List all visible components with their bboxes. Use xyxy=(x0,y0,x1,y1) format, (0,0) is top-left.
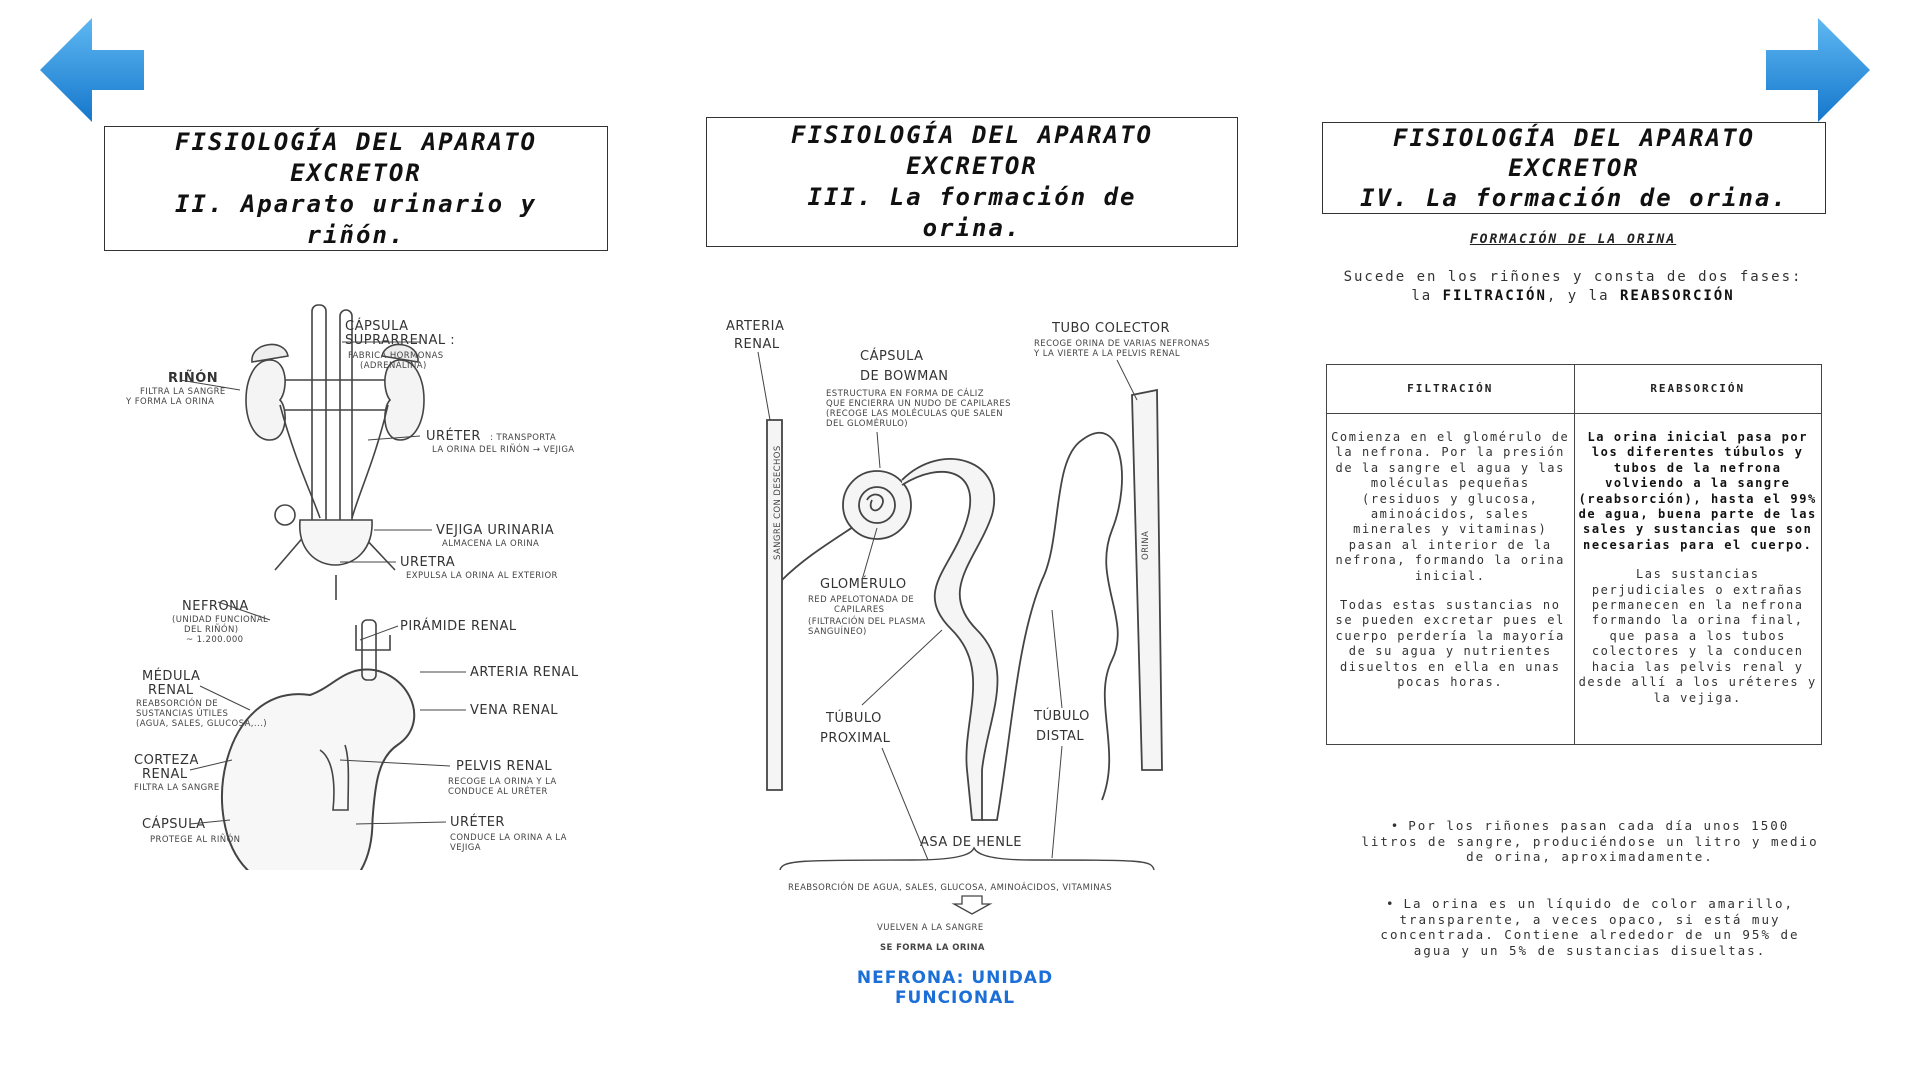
label-desc: Y LA VIERTE A LA PELVIS RENAL xyxy=(1034,349,1181,359)
label-desc: RECOGE LA ORINA Y LA xyxy=(448,777,557,787)
label-medula: RENAL xyxy=(148,683,194,698)
cell-paragraph: Comienza en el glomérulo de la nefrona. Por la presión de la sangre el agua y las moléculas pequeñas (residuos y glucosa, aminoácidos, sales minerales y vitaminas) pasan al interior de la nefrona, formando la orina inicial. xyxy=(1331,430,1570,583)
label-desc: FILTRA LA SANGRE xyxy=(134,783,220,793)
label-arteria: RENAL xyxy=(734,337,780,352)
phases-table xyxy=(1326,364,1822,745)
label-desc: SUSTANCIAS ÚTILES xyxy=(136,709,229,719)
table-cell xyxy=(1327,414,1575,745)
label-piramide: PIRÁMIDE RENAL xyxy=(400,619,517,634)
label-tubulo-distal: DISTAL xyxy=(1036,729,1085,744)
label-tubulo-distal: TÚBULO xyxy=(1034,709,1090,724)
label-desc: DEL GLOMÉRULO) xyxy=(826,419,908,429)
table-header: FILTRACIÓN xyxy=(1327,365,1575,414)
intro-text xyxy=(1322,268,1824,305)
section-subheading: FORMACIÓN DE LA ORINA xyxy=(1469,232,1677,247)
label-desc: EXPULSA LA ORINA AL EXTERIOR xyxy=(406,571,558,581)
label-desc: ALMACENA LA ORINA xyxy=(442,539,540,549)
label-sangre: SANGRE CON DESECHOS xyxy=(773,445,783,560)
title-line: riñón. xyxy=(306,220,406,249)
title-line: IV. La formación de orina. xyxy=(1360,184,1788,212)
label-reabsorcion: REABSORCIÓN DE AGUA, SALES, GLUCOSA, AMINOÁCIDOS, VITAMINAS xyxy=(788,883,1113,893)
label-capsula-suprarrenal: CÁPSULA xyxy=(345,319,409,334)
title-line: EXCRETOR xyxy=(1508,154,1640,182)
label-capsula-suprarrenal: SUPRARRENAL : xyxy=(345,333,456,348)
label-rinon: RIÑÓN xyxy=(168,371,219,386)
arrow-right-icon[interactable] xyxy=(1766,18,1870,122)
label-uretra: URETRA xyxy=(400,555,456,570)
label-arteria-renal: ARTERIA RENAL xyxy=(470,665,579,680)
title-line: FISIOLOGÍA DEL APARATO xyxy=(791,121,1153,149)
label-desc: RECOGE ORINA DE VARIAS NEFRONAS xyxy=(1034,339,1210,349)
label-desc: (RECOGE LAS MOLÉCULAS QUE SALEN xyxy=(826,409,1004,419)
label-desc: CAPILARES xyxy=(834,605,885,615)
title-line: III. La formación de xyxy=(807,183,1137,211)
panel-4-title xyxy=(1322,122,1826,214)
label-vejiga: VEJIGA URINARIA xyxy=(436,523,555,538)
label-desc: ESTRUCTURA EN FORMA DE CÁLIZ xyxy=(826,389,984,399)
label-desc: DEL RIÑÓN) xyxy=(184,625,239,635)
label-desc: QUE ENCIERRA UN NUDO DE CAPILARES xyxy=(826,399,1011,409)
label-desc: CONDUCE AL URÉTER xyxy=(448,787,548,797)
label-medula: MÉDULA xyxy=(142,669,201,684)
label-desc: (FILTRACIÓN DEL PLASMA xyxy=(808,617,926,627)
phase-filtracion: FILTRACIÓN xyxy=(1442,287,1547,304)
title-line: FISIOLOGÍA DEL APARATO xyxy=(175,127,537,156)
intro-line: la FILTRACIÓN, y la REABSORCIÓN xyxy=(1411,287,1735,304)
table-header: REABSORCIÓN xyxy=(1574,365,1822,414)
title-line: FISIOLOGÍA DEL APARATO xyxy=(1393,124,1755,152)
panel-2-title xyxy=(104,126,608,251)
label-desc: SANGUÍNEO) xyxy=(808,627,867,637)
label-capsula-bowman: CÁPSULA xyxy=(860,349,924,364)
urinary-system-diagram xyxy=(120,290,620,870)
label-pelvis: PELVIS RENAL xyxy=(456,759,553,774)
nefrona-caption: NEFRONA: UNIDAD FUNCIONAL xyxy=(856,968,1054,1008)
label-orina: ORINA xyxy=(1141,530,1151,560)
label-desc: (ADRENALINA) xyxy=(360,361,427,371)
label-desc: : TRANSPORTA xyxy=(490,433,557,443)
label-desc: PROTEGE AL RIÑÓN xyxy=(150,835,241,845)
label-desc: LA ORINA DEL RIÑÓN → VEJIGA xyxy=(432,445,575,455)
label-desc: FABRICA HORMONAS xyxy=(348,351,444,361)
nephron-diagram xyxy=(712,300,1232,960)
cell-paragraph: La orina inicial pasa por los diferentes túbulos y tubos de la nefrona volviendo a la sangre (reabsorción), hasta el 99% de agua, buena parte de las sales y sustancias que son necesarias para el cuerpo. xyxy=(1578,430,1817,552)
cell-paragraph: Las sustancias perjudiciales o extrañas permanecen en la nefrona formando la orina final, que pasa a los tubos colectores y la conducen hacia las pelvis renal y desde allí a los uréteres y la vejiga. xyxy=(1578,567,1817,705)
cell-paragraph: Todas estas sustancias no se pueden excretar pues el cuerpo perdería la mayoría de su agua y nutrientes disueltos en ella en unas pocas horas. xyxy=(1335,598,1565,690)
label-desc: ~ 1.200.000 xyxy=(186,635,244,645)
label-asa-henle: ASA DE HENLE xyxy=(920,835,1022,850)
label-desc: FILTRA LA SANGRE xyxy=(140,387,226,397)
label-tubulo-proximal: PROXIMAL xyxy=(820,731,891,746)
label-corteza: CORTEZA xyxy=(134,753,199,768)
label-vena-renal: VENA RENAL xyxy=(470,703,558,718)
title-line: EXCRETOR xyxy=(290,158,422,187)
phase-reabsorcion: REABSORCIÓN xyxy=(1619,287,1735,304)
label-desc: REABSORCIÓN DE xyxy=(136,699,219,709)
label-tubulo-proximal: TÚBULO xyxy=(826,711,882,726)
label-desc: RED APELOTONADA DE xyxy=(808,595,915,605)
bullet-item: • La orina es un líquido de color amarillo, transparente, a veces opaco, si está muy concentrada. Contiene alrededor de un 95% de agua y un 5% de sustancias disueltas. xyxy=(1380,896,1800,958)
bullet-item: • Por los riñones pasan cada día unos 1500 litros de sangre, produciéndose un litro y medio de orina, aproximadamente. xyxy=(1361,818,1819,864)
label-glomerulo: GLOMÉRULO xyxy=(820,577,907,592)
label-corteza: RENAL xyxy=(142,767,188,782)
label-se-forma: SE FORMA LA ORINA xyxy=(880,943,985,953)
label-ureter: URÉTER xyxy=(450,815,505,830)
table-cell xyxy=(1574,414,1822,745)
label-desc: Y FORMA LA ORINA xyxy=(126,397,215,407)
label-vuelven: VUELVEN A LA SANGRE xyxy=(877,923,984,933)
arrow-left-icon[interactable] xyxy=(40,18,144,122)
panel-3-title xyxy=(706,117,1238,247)
label-arteria: ARTERIA xyxy=(726,319,785,334)
label-nefrona: NEFRONA xyxy=(182,599,249,614)
label-tubo-colector: TUBO COLECTOR xyxy=(1052,321,1171,336)
title-line: II. Aparato urinario y xyxy=(175,189,537,218)
intro-line: Sucede en los riñones y consta de dos fases: xyxy=(1343,269,1803,285)
label-desc: (AGUA, SALES, GLUCOSA,...) xyxy=(136,719,267,729)
label-ureter: URÉTER xyxy=(426,429,481,444)
label-capsula: CÁPSULA xyxy=(142,817,206,832)
label-capsula-bowman: DE BOWMAN xyxy=(860,369,949,384)
label-desc: CONDUCE LA ORINA A LA xyxy=(450,833,567,843)
label-desc: VEJIGA xyxy=(450,843,482,853)
label-desc: (UNIDAD FUNCIONAL xyxy=(172,615,269,625)
title-line: orina. xyxy=(922,214,1022,242)
title-line: EXCRETOR xyxy=(906,152,1038,180)
